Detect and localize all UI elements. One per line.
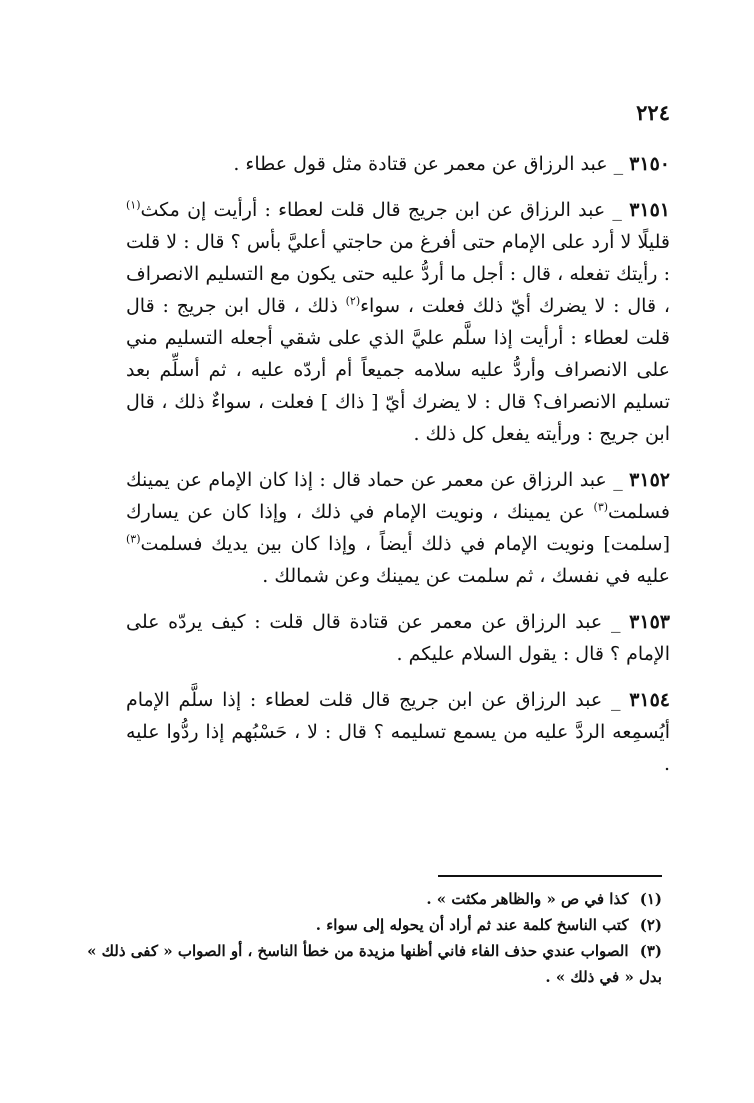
hadith-number: ٣١٥٢ [629, 469, 670, 491]
footnote-text: كتب الناسخ كلمة عند ثم أراد أن يحوله إلى سواء . [315, 916, 629, 934]
hadith-text: ذلك ، قال ابن جريج : قال قلت لعطاء : أرأيت إذا سلَّم عليَّ الذي على شقي أجعله التسليم مني على الانصراف وأردُّ عليه سلامه جميعاً أم أردّه عليه ، ثم أسلِّم بعد تسليم الانصراف؟ قال : لا يضرك أيّ [ ذاك ] فعلت ، سواءٌ ذلك ، قال ابن جريج : ورأيته يفعل كل ذلك . [126, 295, 670, 445]
hadith-text: قليلًا لا أرد على الإمام حتى أفرغ من حاجتي أعليَّ بأس ؟ قال : لا قلت : رأيتك تفعله ، قال : أجل ما أردُّ عليه حتى يكون مع التسليم الانصراف ، قال : لا يضرك أيّ ذلك فعلت ، سواء [126, 231, 670, 317]
footnote-number: (٢) [639, 916, 662, 934]
footnote-number: (٣) [639, 942, 662, 960]
footnote-marker: (٢) [345, 294, 361, 308]
footnote-3 [84, 938, 662, 990]
hadith-text: _ عبد الرزاق عن ابن جريج قال قلت لعطاء : إذا سلَّم الإمام أيُسمِعه الردَّ عليه من يسمع تسليمه ؟ قال : لا ، حَسْبُهم إذا ردُّوا عليه . [126, 689, 670, 775]
hadith-number: ٣١٥١ [629, 199, 671, 221]
hadith-3150 [126, 148, 670, 180]
footnote-marker: (١) [126, 198, 141, 212]
footnote-divider [438, 875, 662, 877]
hadith-text: عليه في نفسك ، ثم سلمت عن يمينك وعن شمالك . [262, 565, 670, 587]
hadith-text: _ عبد الرزاق عن معمر عن قتادة قال قلت : كيف يردّه على الإمام ؟ قال : يقول السلام عليكم . [126, 611, 670, 665]
hadith-3151 [126, 194, 670, 450]
footnote-1 [84, 886, 662, 912]
main-text [126, 148, 670, 794]
footnotes [84, 886, 662, 990]
footnote-text: الصواب عندي حذف الفاء فاني أظنها مزيدة من خطأ الناسخ ، أو الصواب « كفى ذلك » بدل « في ذلك » . [87, 942, 662, 986]
hadith-number: ٣١٥٠ [629, 153, 670, 175]
hadith-text: _ عبد الرزاق عن ابن جريج قال قلت لعطاء : أرأيت إن مكث [140, 199, 622, 221]
footnote-number: (١) [639, 890, 662, 908]
hadith-number: ٣١٥٤ [629, 689, 671, 711]
hadith-3152 [126, 464, 670, 592]
hadith-text: _ عبد الرزاق عن معمر عن حماد قال : إذا كان الإمام عن يمينك فسلمت [126, 469, 670, 523]
page-number: ٢٢٤ [636, 100, 670, 125]
hadith-text: عن يمينك ، ونويت الإمام في ذلك ، وإذا كان عن يسارك [سلمت] ونويت الإمام في ذلك أيضاً ، وإذا كان بين يديك فسلمت [126, 501, 670, 555]
footnote-2 [84, 912, 662, 938]
footnote-marker: (٣) [593, 500, 609, 514]
hadith-number: ٣١٥٣ [629, 611, 670, 633]
footnote-marker: (٣) [126, 532, 141, 546]
hadith-text: _ عبد الرزاق عن معمر عن قتادة مثل قول عطاء . [233, 153, 624, 175]
hadith-3154 [126, 684, 670, 780]
footnote-text: كذا في ص « والظاهر مكثت » . [426, 890, 629, 908]
hadith-3153 [126, 606, 670, 670]
